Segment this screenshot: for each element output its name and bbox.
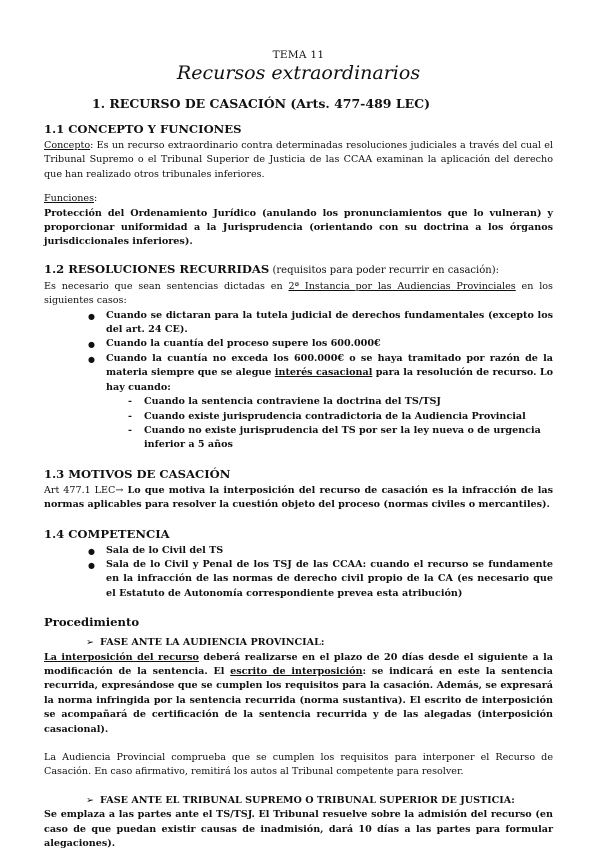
heading-procedimiento: Procedimiento — [44, 615, 140, 630]
p1-text-2: : se indicará en este la sentencia recurrida, expresándose que se cumplen los requisitos para la casación. Además, se expresará la norma infringida por la sentencia recurrida (norma sustantiva). El escrito de interposición se acompañará de certificación de la sentencia recurrida y de las alegadas (interposición casacional). — [44, 665, 553, 735]
paragraph-concepto — [44, 139, 553, 182]
funciones-colon: : — [94, 193, 98, 205]
list-item: ● Cuando la cuantía del proceso supere los 600.000€ — [44, 337, 553, 351]
funciones-label-line — [44, 192, 553, 206]
intro-underlined: 2ª Instancia por las Audiencias Provinciales — [288, 280, 516, 292]
item3-post: para la resolución de recurso. Lo hay cuando: — [106, 367, 553, 393]
sub-list-item: - Cuando no existe jurisprudencia del TS por ser la ley nueva o de urgencia inferior a 5 años — [44, 424, 553, 453]
funciones-label: Funciones — [44, 193, 95, 205]
arrow-icon: ➢ — [86, 794, 95, 806]
item3-underlined: interés casacional — [274, 367, 373, 379]
heading-concepto-funciones: 1.1 CONCEPTO Y FUNCIONES — [44, 122, 242, 136]
paragraph-funciones: Protección del Ordenamiento Jurídico (anulando los pronunciamientos que lo vulneran) y proporcionar uniformidad a la Jurisprudencia (orientando con su doctrina a los órganos jurisdiccionales inferiores). — [44, 207, 553, 248]
p1-text-1: deberá realizarse en el plazo de 20 días desde el siguiente a la modificación de la sentencia. El — [44, 651, 553, 677]
motivos-text: Lo que motiva la interposición del recurso de casación es la infracción de las normas aplicables para resolver la cuestión objeto del proceso (normas civiles o mercantiles). — [44, 484, 554, 511]
p1-underlined-2: escrito de interposición — [230, 665, 363, 677]
list-item — [44, 352, 553, 395]
resoluciones-heading-text: 1.2 RESOLUCIONES RECURRIDAS — [44, 261, 270, 276]
heading-resoluciones-recurridas — [44, 262, 553, 278]
p1-underlined-1: La interposición del recurso — [44, 651, 199, 663]
heading-motivos-casacion: 1.3 MOTIVOS DE CASACIÓN — [44, 466, 231, 481]
paragraph-motivos — [44, 484, 553, 513]
resoluciones-heading-note: (requisitos para poder recurrir en casación): — [269, 264, 499, 276]
intro-pre: Es necesario que sean sentencias dictadas en — [44, 280, 289, 292]
resoluciones-list — [44, 309, 553, 395]
list-item: ● Sala de lo Civil del TS — [44, 544, 553, 558]
sub-list-item: - Cuando existe jurisprudencia contradictoria de la Audiencia Provincial — [44, 410, 553, 424]
fase2-label: FASE ANTE EL TRIBUNAL SUPREMO O TRIBUNAL SUPERIOR DE JUSTICIA: — [100, 794, 515, 806]
paragraph-resoluciones-intro — [44, 280, 553, 309]
paragraph-interposicion — [44, 651, 553, 737]
sub-list-item: - Cuando la sentencia contraviene la doctrina del TS/TSJ — [44, 395, 553, 409]
tema-label: TEMA 11 — [272, 49, 325, 61]
interes-casacional-list — [44, 395, 553, 453]
heading-competencia: 1.4 COMPETENCIA — [44, 526, 170, 541]
competencia-list — [44, 544, 553, 602]
arrow-icon: ➢ — [86, 637, 95, 649]
paragraph-audiencia-comprueba: La Audiencia Provincial comprueba que se cumplen los requisitos para interponer el Recurso de Casación. En caso afirmativo, remitirá los autos al Tribunal competente para resolver. — [44, 752, 553, 778]
list-item: ● Cuando se dictaran para la tutela judicial de derechos fundamentales (excepto los del art. 24 CE). — [44, 309, 553, 338]
paragraph-emplazamiento: Se emplaza a las partes ante el TS/TSJ. El Tribunal resuelve sobre la admisión del recurso (en caso de que puedan existir causas de inadmisión, dará 10 días a las partes para formular alegaciones). — [44, 809, 553, 850]
concepto-label: Concepto — [44, 140, 91, 151]
section-heading-recurso-casacion: 1. RECURSO DE CASACIÓN (Arts. 477-489 LEC) — [92, 96, 430, 111]
motivos-ref: Art 477.1 LEC→ — [44, 484, 124, 496]
intro-post: en los siguientes casos: — [44, 280, 553, 307]
fase-audiencia-provincial — [44, 636, 553, 650]
list-item: ● Sala de lo Civil y Penal de los TSJ de las CCAA: cuando el recurso se fundamente en la infracción de las normas de derecho civil propio de la CA (es necesario que el Estatuto de Autonomía correspondiente prevea esta atribución) — [44, 558, 553, 601]
concepto-text: : Es un recurso extraordinario contra determinadas resoluciones judiciales a través del cual el Tribunal Supremo o el Tribunal Superior de Justicia de las CCAA examinan la aplicación del derecho que han realizado otros tribunales inferiores. — [44, 140, 553, 180]
fase-tribunal-supremo — [44, 794, 553, 808]
item3-pre: Cuando la cuantía no exceda los 600.000€ o se haya tramitado por razón de la materia siempre que se alegue — [106, 352, 553, 379]
document-title: Recursos extraordinarios — [176, 62, 421, 84]
fase1-label: FASE ANTE LA AUDIENCIA PROVINCIAL: — [100, 637, 325, 649]
